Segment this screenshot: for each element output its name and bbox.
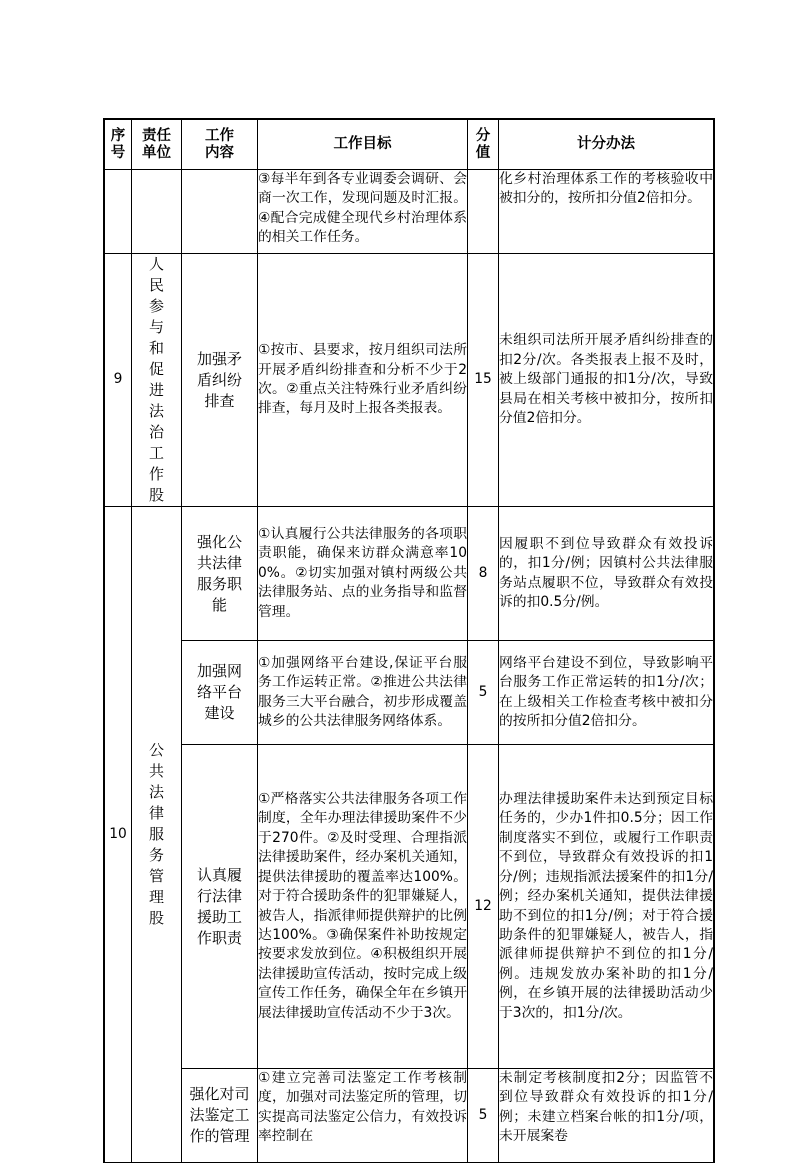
row-unit: 公共法律服务管理股	[132, 507, 182, 1163]
row-method: 化乡村治理体系工作的考核验收中被扣分的，按所扣分值2倍扣分。	[499, 170, 714, 254]
row-score: 5	[468, 1069, 499, 1163]
row-content: 加强网络平台建设	[182, 641, 258, 745]
table-row	[105, 507, 714, 641]
row-goal: ①建立完善司法鉴定工作考核制度，加强对司法鉴定所的管理，切实提高司法鉴定公信力，有效投诉率控制在	[258, 1069, 468, 1163]
header-goal: 工作目标	[258, 120, 468, 170]
row-seq: 9	[105, 254, 132, 507]
row-method: 办理法律援助案件未达到预定目标任务的，少办1件扣0.5分；因工作制度落实不到位，或履行工作职责不到位，导致群众有效投诉的扣1分/例；违规指派法援案件的扣1分/例；经办案机关通知，提供法律援助不到位的扣1分/例；对于符合援助条件的犯罪嫌疑人，被告人，指派律师提供辩护不到位的扣1分/例。违规发放办案补助的扣1分/例，在乡镇开展的法律援助活动少于3次的，扣1分/次。	[499, 745, 714, 1069]
table-row	[105, 1069, 714, 1163]
header-content: 工作内容	[182, 120, 258, 170]
row-seq	[105, 170, 132, 254]
row-score	[468, 170, 499, 254]
row-content: 强化公共法律服务职能	[182, 507, 258, 641]
assessment-table	[104, 119, 714, 1163]
table-row	[105, 745, 714, 1069]
header-unit: 责任单位	[132, 120, 182, 170]
row-method: 网络平台建设不到位，导致影响平台服务工作正常运转的扣1分/次；在上级相关工作检查考核中被扣分的按所扣分值2倍扣分。	[499, 641, 714, 745]
table-row	[105, 641, 714, 745]
row-method: 因履职不到位导致群众有效投诉的，扣1分/例；因镇村公共法律服务站点履职不位，导致群众有效投诉的扣0.5分/例。	[499, 507, 714, 641]
header-method: 计分办法	[499, 120, 714, 170]
row-score: 15	[468, 254, 499, 507]
row-method: 未组织司法所开展矛盾纠纷排查的扣2分/次。各类报表上报不及时，被上级部门通报的扣1分/次，导致县局在相关考核中被扣分，按所扣分值2倍扣分。	[499, 254, 714, 507]
header-score: 分值	[468, 120, 499, 170]
row-score: 12	[468, 745, 499, 1069]
row-content: 加强矛盾纠纷排查	[182, 254, 258, 507]
table-row	[105, 254, 714, 507]
row-goal: ①认真履行公共法律服务的各项职责职能，确保来访群众满意率100%。②切实加强对镇村两级公共法律服务站、点的业务指导和监督管理。	[258, 507, 468, 641]
row-goal: ③每半年到各专业调委会调研、会商一次工作，发现问题及时汇报。④配合完成健全现代乡村治理体系的相关工作任务。	[258, 170, 468, 254]
row-content: 强化对司法鉴定工作的管理	[182, 1069, 258, 1163]
row-score: 8	[468, 507, 499, 641]
row-content: 认真履行法律援助工作职责	[182, 745, 258, 1069]
header-seq: 序号	[105, 120, 132, 170]
row-goal: ①严格落实公共法律服务各项工作制度，全年办理法律援助案件不少于270件。②及时受理、合理指派法律援助案件，经办案机关通知，提供法律援助的覆盖率达100%。对于符合援助条件的犯罪嫌疑人，被告人，指派律师提供辩护的比例达100%。③确保案件补助按规定按要求发放到位。④积极组织开展法律援助宣传活动，按时完成上级宣传工作任务，确保全年在乡镇开展法律援助宣传活动不少于3次。	[258, 745, 468, 1069]
header-row	[105, 120, 714, 170]
row-method: 未制定考核制度扣2分；因监管不到位导致群众有效投诉的扣1分/例；未建立档案台帐的扣1分/项，未开展案卷	[499, 1069, 714, 1163]
row-score: 5	[468, 641, 499, 745]
row-goal: ①加强网络平台建设,保证平台服务工作运转正常。②推进公共法律服务三大平台融合，初步形成覆盖城乡的公共法律服务网络体系。	[258, 641, 468, 745]
row-seq: 10	[105, 507, 132, 1163]
table-row	[105, 170, 714, 254]
row-goal: ①按市、县要求，按月组织司法所开展矛盾纠纷排查和分析不少于2次。②重点关注特殊行业矛盾纠纷排查，每月及时上报各类报表。	[258, 254, 468, 507]
row-content	[182, 170, 258, 254]
row-unit: 人民参与和促进法治工作股	[132, 254, 182, 507]
row-unit	[132, 170, 182, 254]
